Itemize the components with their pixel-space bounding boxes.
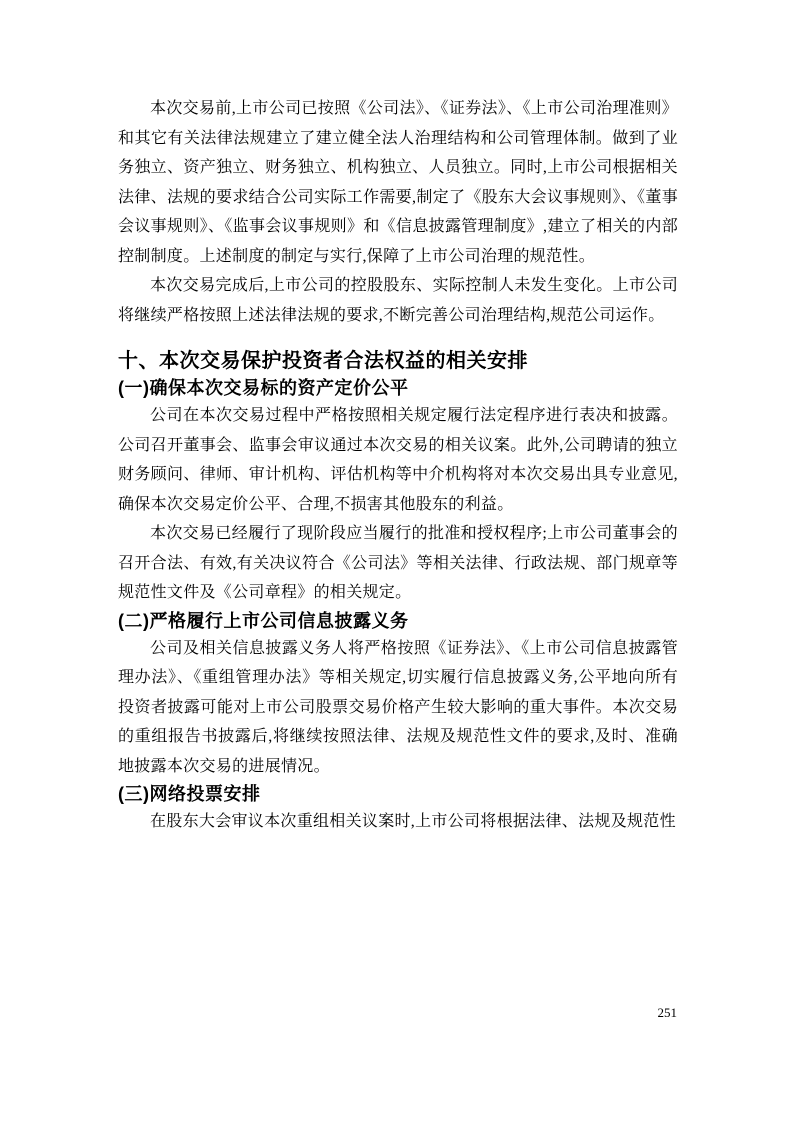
intro-paragraph-2: 本次交易完成后,上市公司的控股股东、实际控制人未发生变化。上市公司将继续严格按照上述法律法规的要求,不断完善公司治理结构,规范公司运作。 bbox=[118, 277, 678, 324]
document-content bbox=[118, 94, 678, 837]
subsection-heading-1: (一)确保本次交易标的资产定价公平 bbox=[118, 378, 409, 398]
subsection-heading-2: (二)严格履行上市公司信息披露义务 bbox=[118, 610, 409, 631]
subsection-3-paragraph-1: 在股东大会审议本次重组相关议案时,上市公司将根据法律、法规及规范性 bbox=[150, 813, 676, 830]
subsection-1-paragraph-1: 公司在本次交易过程中严格按照相关规定履行法定程序进行表决和披露。公司召开董事会、监事会审议通过本次交易的相关议案。此外,公司聘请的独立财务顾问、律师、审计机构、评估机构等中介机构将对本次交易出具专业意见,确保本次交易定价公平、合理,不损害其他股东的利益。 bbox=[118, 407, 678, 513]
subsection-2-paragraph-1: 公司及相关信息披露义务人将严格按照《证券法》、《上市公司信息披露管理办法》、《重组管理办法》等相关规定,切实履行信息披露义务,公平地向所有投资者披露可能对上市公司股票交易价格产生较大影响的重大事件。本次交易的重组报告书披露后,将继续按照法律、法规及规范性文件的要求,及时、准确地披露本次交易的进展情况。 bbox=[118, 639, 678, 775]
intro-paragraph-1: 本次交易前,上市公司已按照《公司法》、《证券法》、《上市公司治理准则》和其它有关法律法规建立了建立健全法人治理结构和公司管理体制。做到了业务独立、资产独立、财务独立、机构独立、人员独立。同时,上市公司根据相关法律、法规的要求结合公司实际工作需要,制定了《股东大会议事规则》、《董事会议事规则》、《监事会议事规则》和《信息披露管理制度》,建立了相关的内部控制制度。上述制度的制定与实行,保障了上市公司治理的规范性。 bbox=[118, 100, 678, 265]
subsection-1-paragraph-2: 本次交易已经履行了现阶段应当履行的批准和授权程序;上市公司董事会的召开合法、有效,有关决议符合《公司法》等相关法律、行政法规、部门规章等规范性文件及《公司章程》的相关规定。 bbox=[118, 525, 678, 601]
section-heading-10: 十、本次交易保护投资者合法权益的相关安排 bbox=[118, 350, 528, 372]
page-number: 251 bbox=[657, 1005, 677, 1020]
subsection-heading-3: (三)网络投票安排 bbox=[118, 784, 261, 804]
